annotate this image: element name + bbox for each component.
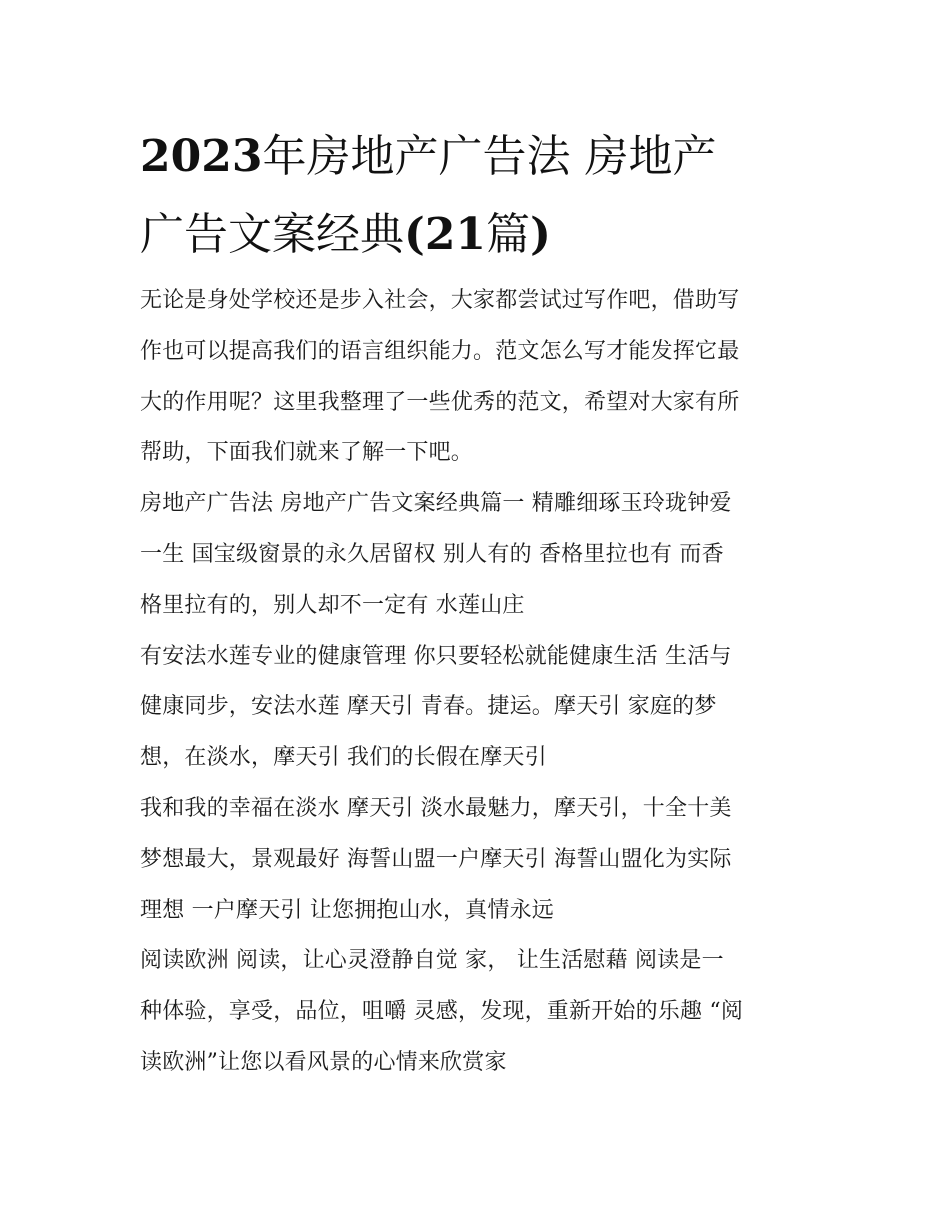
text-line: 大的作用呢？这里我整理了一些优秀的范文，希望对大家有所: [140, 389, 740, 415]
title-segment: 2023: [140, 131, 263, 182]
text-line: 作也可以提高我们的语言组织能力。范文怎么写才能发挥它最: [140, 338, 740, 364]
title-segment: ): [530, 209, 551, 260]
title-segment: (21: [404, 209, 487, 260]
text-line: 帮助，下面我们就来了解一下吧。: [140, 440, 474, 466]
paragraph-4: [140, 936, 820, 1088]
text-line: 种体验，享受，品位，咀嚼 灵感，发现，重新开始的乐趣 “阅: [140, 999, 744, 1025]
title-line: [140, 118, 830, 196]
text-line: 梦想最大，景观最好 海誓山盟一户摩天引 海誓山盟化为实际: [140, 846, 732, 872]
document-title: [140, 118, 830, 274]
text-line: 有安法水莲专业的健康管理 你只要轻松就能健康生活 生活与: [140, 643, 732, 669]
paragraph-2: [140, 632, 820, 784]
title-segment: 篇: [486, 209, 531, 260]
text-line: 想，在淡水，摩天引 我们的长假在摩天引: [140, 745, 547, 771]
paragraph-intro: [140, 276, 820, 479]
text-line: 读欧洲”让您以看风景的心情来欣赏家: [140, 1049, 507, 1075]
text-line: 健康同步，安法水莲 摩天引 青春。捷运。摩天引 家庭的梦: [140, 694, 717, 720]
text-line: 房地产广告法 房地产广告文案经典篇一 精雕细琢玉玲珑钟爱: [140, 491, 732, 517]
text-line: 无论是身处学校还是步入社会，大家都尝试过写作吧，借助写: [140, 288, 740, 313]
paragraph-1: [140, 479, 820, 631]
text-line: 格里拉有的，别人却不一定有 水莲山庄: [140, 592, 525, 618]
text-line: 一生 国宝级窗景的永久居留权 别人有的 香格里拉也有 而香: [140, 541, 724, 567]
paragraph-3: [140, 784, 820, 936]
text-line: 阅读欧洲 阅读，让心灵澄静自觉 家， 让生活慰藉 阅读是一: [140, 948, 724, 974]
text-line: 理想 一户摩天引 让您拥抱山水，真情永远: [140, 897, 554, 923]
title-segment: 广告文案经典: [140, 209, 404, 260]
document-body: [140, 276, 820, 1089]
text-line: 我和我的幸福在淡水 摩天引 淡水最魅力，摩天引，十全十美: [140, 795, 732, 821]
title-segment: 年房地产广告法 房地产: [262, 131, 717, 182]
title-line: [140, 196, 830, 274]
